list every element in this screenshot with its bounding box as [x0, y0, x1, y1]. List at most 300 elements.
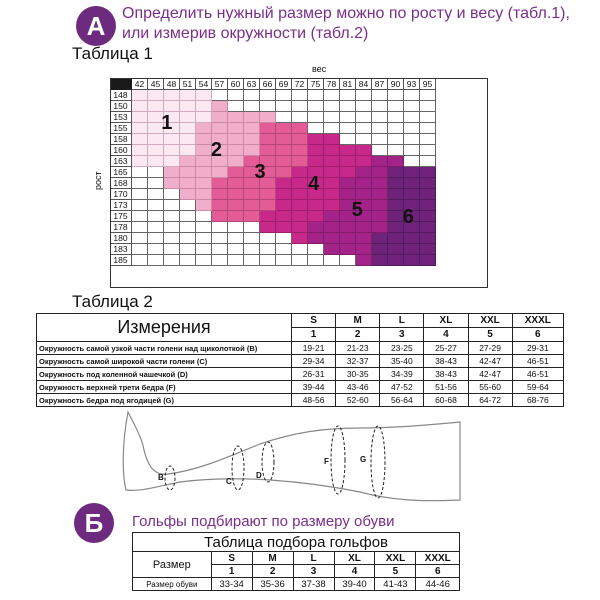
table1-zone-cell: [340, 156, 356, 167]
table1-height-cell: 168: [110, 178, 132, 189]
table1-zone-cell: [212, 123, 228, 134]
table1-zone-cell: [212, 167, 228, 178]
table1-empty-cell: [292, 112, 308, 123]
table1-zone-label: 2: [210, 139, 223, 162]
table1-empty-cell: [308, 101, 324, 112]
table1-zone-cell: [340, 167, 356, 178]
measure-ring-d: [262, 442, 274, 482]
table1-empty-cell: [420, 134, 436, 145]
table1-zone-cell: [292, 233, 308, 244]
table2-value-cell: 59-64: [512, 381, 563, 394]
table1-zone-cell: [228, 145, 244, 156]
table1-empty-cell: [260, 90, 276, 101]
table2-value-cell: 39-44: [292, 381, 336, 394]
section-b-badge-letter: Б: [84, 507, 104, 538]
table1-zone-cell: [404, 233, 420, 244]
table1-zone-cell: [388, 167, 404, 178]
table1-empty-cell: [148, 244, 164, 255]
table2-value-cell: 38-43: [424, 368, 468, 381]
table1-zone-cell: [164, 167, 180, 178]
table1-empty-cell: [420, 145, 436, 156]
table1-zone-cell: [148, 156, 164, 167]
table1-empty-cell: [292, 101, 308, 112]
table1-empty-cell: [308, 123, 324, 134]
table1-empty-cell: [260, 233, 276, 244]
table1-zone-cell: [228, 178, 244, 189]
table1-empty-cell: [292, 244, 308, 255]
table1-empty-cell: [244, 244, 260, 255]
table2-measurements: [36, 313, 564, 407]
table1-zone-cell: [244, 189, 260, 200]
table1-zone-cell: [180, 123, 196, 134]
table1-zone-cell: [340, 145, 356, 156]
table2-header-label: Измерения: [37, 314, 292, 342]
table1-zone-cell: [164, 101, 180, 112]
table1-zone-cell: [196, 167, 212, 178]
table1-empty-cell: [244, 222, 260, 233]
table1-zone-cell: [148, 134, 164, 145]
table3-shoe-label: Размер обуви: [133, 578, 212, 591]
table1-zone-cell: [292, 156, 308, 167]
table3-size-row: [133, 552, 460, 565]
table2-value-cell: 60-68: [424, 394, 468, 407]
table1-empty-cell: [388, 134, 404, 145]
table1-empty-cell: [324, 255, 340, 266]
table1-empty-cell: [404, 112, 420, 123]
table2-value-cell: 34-39: [380, 368, 424, 381]
table1-empty-cell: [260, 101, 276, 112]
table1-zone-cell: [276, 167, 292, 178]
table1-weight-cell: 81: [340, 78, 356, 90]
table2-value-cell: 56-64: [380, 394, 424, 407]
table1-empty-cell: [404, 90, 420, 101]
table1-empty-cell: [180, 233, 196, 244]
table1-weight-cell: 63: [244, 78, 260, 90]
table1-empty-cell: [324, 90, 340, 101]
table1-zone-cell: [276, 123, 292, 134]
table1-zone-cell: [340, 178, 356, 189]
table1-weight-cell: 84: [356, 78, 372, 90]
table1-zone-cell: [276, 211, 292, 222]
table1-empty-cell: [324, 101, 340, 112]
table3-gaiters: [132, 532, 460, 591]
table3-size-header: S: [211, 552, 252, 565]
table1-zone-cell: [180, 101, 196, 112]
table1-zone-cell: [164, 145, 180, 156]
table1-zone-cell: [388, 222, 404, 233]
table1-zone-cell: [132, 156, 148, 167]
table1-empty-cell: [164, 255, 180, 266]
table2-value-cell: 23-25: [380, 342, 424, 355]
table1-zone-cell: [404, 255, 420, 266]
table1-zone-cell: [132, 134, 148, 145]
table1-zone-cell: [356, 145, 372, 156]
table1-zone-cell: [420, 211, 436, 222]
table1-zone-cell: [292, 211, 308, 222]
table1-title: Таблица 1: [72, 44, 153, 63]
table1-weight-cell: 51: [180, 78, 196, 90]
table1-empty-cell: [132, 233, 148, 244]
table2-value-cell: 25-27: [424, 342, 468, 355]
table1-weight-cell: 78: [324, 78, 340, 90]
table1-weight-cell: 69: [276, 78, 292, 90]
table1-zone-cell: [292, 167, 308, 178]
table1-height-label: рост: [93, 171, 103, 190]
table2-value-cell: 29-31: [512, 342, 563, 355]
table1-height-cell: 170: [110, 189, 132, 200]
table1-empty-cell: [244, 90, 260, 101]
table1-empty-cell: [164, 200, 180, 211]
table3-size-number: 6: [416, 565, 460, 578]
table1-empty-cell: [372, 101, 388, 112]
table1-empty-cell: [372, 112, 388, 123]
table1-zone-cell: [164, 90, 180, 101]
table1-height-cell: 160: [110, 145, 132, 156]
table1-zone-cell: [132, 112, 148, 123]
table1-empty-cell: [180, 200, 196, 211]
table1-zone-label: 4: [308, 172, 320, 195]
table1-zone-cell: [324, 244, 340, 255]
table1-empty-cell: [196, 211, 212, 222]
table1-empty-cell: [340, 101, 356, 112]
table2-row-label: Окружность самой узкой части голени над щиколоткой (B): [37, 342, 292, 355]
table1-zone-cell: [324, 156, 340, 167]
table3-size-number: 5: [375, 565, 416, 578]
table1-zone-cell: [196, 123, 212, 134]
table1-empty-cell: [356, 112, 372, 123]
table1-zone-cell: [132, 101, 148, 112]
table1-zone-cell: [196, 200, 212, 211]
table3-size-number: 1: [211, 565, 252, 578]
table1-zone-cell: [260, 222, 276, 233]
table1-empty-cell: [372, 145, 388, 156]
table3-size-header: M: [252, 552, 293, 565]
table1-empty-cell: [132, 189, 148, 200]
table1-empty-cell: [212, 90, 228, 101]
table1-height-cell: 150: [110, 101, 132, 112]
table1-zone-cell: [148, 90, 164, 101]
table1-zone-cell: [244, 112, 260, 123]
table1-zone-cell: [196, 145, 212, 156]
table1-zone-cell: [372, 233, 388, 244]
table1-empty-cell: [356, 123, 372, 134]
table1-zone-cell: [372, 244, 388, 255]
table1-zone-cell: [324, 233, 340, 244]
table1-empty-cell: [276, 90, 292, 101]
table1-height-cell: 153: [110, 112, 132, 123]
leg-label-g: G: [360, 455, 367, 464]
table1-empty-cell: [388, 90, 404, 101]
table1-empty-cell: [228, 233, 244, 244]
table1-zone-cell: [324, 200, 340, 211]
table2-size-number: 2: [336, 328, 380, 342]
table2-value-cell: 42-47: [468, 368, 512, 381]
table1-zone-cell: [420, 233, 436, 244]
table1-height-cell: 185: [110, 255, 132, 266]
table1-zone-cell: [180, 145, 196, 156]
table1-height-cell: 148: [110, 90, 132, 101]
table1-zone-cell: [164, 178, 180, 189]
table1-zone-cell: [308, 200, 324, 211]
table1-weight-cell: 75: [308, 78, 324, 90]
table1-height-cell: 180: [110, 233, 132, 244]
table1-zone-cell: [180, 178, 196, 189]
table2-size-header: XL: [424, 314, 468, 328]
table1-zone-cell: [196, 156, 212, 167]
table1-weight-cell: 57: [212, 78, 228, 90]
table1-zone-cell: [180, 90, 196, 101]
table2-value-cell: 29-34: [292, 355, 336, 368]
measure-ring-b: [165, 466, 175, 490]
table1-weight-cell: 90: [388, 78, 404, 90]
table1-empty-cell: [372, 134, 388, 145]
table1-zone-cell: [228, 156, 244, 167]
table1-weight-cell: 48: [164, 78, 180, 90]
table1-zone-cell: [180, 167, 196, 178]
section-a-badge: [76, 6, 116, 46]
table1-empty-cell: [148, 189, 164, 200]
table1-height-cell: 155: [110, 123, 132, 134]
table1-zone-cell: [260, 200, 276, 211]
section-a-badge-letter: A: [86, 10, 106, 41]
table1-zone-cell: [340, 244, 356, 255]
table1-empty-cell: [404, 101, 420, 112]
table1-zone-cell: [388, 244, 404, 255]
table1-empty-cell: [404, 134, 420, 145]
table1-empty-cell: [132, 200, 148, 211]
table2-value-cell: 55-60: [468, 381, 512, 394]
table3-size-number: 4: [334, 565, 375, 578]
table1-zone-cell: [372, 189, 388, 200]
table1-zone-cell: [356, 167, 372, 178]
table1-zone-cell: [276, 200, 292, 211]
table1-empty-cell: [148, 233, 164, 244]
table3-size-header: L: [293, 552, 334, 565]
table1-zone-cell: [228, 211, 244, 222]
table1-zone-cell: [244, 134, 260, 145]
table1-height-cell: 158: [110, 134, 132, 145]
table2-value-cell: 52-60: [336, 394, 380, 407]
table1-zone-label: 6: [402, 206, 414, 229]
table1-empty-cell: [180, 211, 196, 222]
table1-height-cell: 173: [110, 200, 132, 211]
table3-shoe-cell: 35-36: [252, 578, 293, 591]
table1-empty-cell: [180, 244, 196, 255]
table1-height-cell: 175: [110, 211, 132, 222]
table2-row: [37, 342, 564, 355]
table1-empty-cell: [164, 233, 180, 244]
table1-empty-cell: [212, 255, 228, 266]
table1-zone-cell: [308, 134, 324, 145]
table1-empty-cell: [388, 112, 404, 123]
table1-zone-cell: [308, 233, 324, 244]
table2-size-number: 6: [512, 328, 563, 342]
table3-shoe-cell: 39-40: [334, 578, 375, 591]
table1-empty-cell: [308, 244, 324, 255]
table1-weight-cell: 54: [196, 78, 212, 90]
table1-zone-cell: [420, 255, 436, 266]
table1-zone-cell: [404, 244, 420, 255]
table1-zone-cell: [340, 222, 356, 233]
table1-empty-cell: [164, 189, 180, 200]
table3-size-header: XXL: [375, 552, 416, 565]
table1-height-cell: 183: [110, 244, 132, 255]
table1-weight-cell: 42: [132, 78, 148, 90]
table1-empty-cell: [356, 101, 372, 112]
table3-shoe-cell: 44-46: [416, 578, 460, 591]
table1-zone-cell: [372, 178, 388, 189]
table2-size-header: XXL: [468, 314, 512, 328]
table1-zone-cell: [420, 178, 436, 189]
table3-size-header: XXXL: [416, 552, 460, 565]
table1-weight-cell: 95: [420, 78, 436, 90]
table1-zone-cell: [228, 200, 244, 211]
table1-empty-cell: [180, 255, 196, 266]
table1-empty-cell: [244, 255, 260, 266]
table1-zone-cell: [388, 255, 404, 266]
table1-zone-cell: [260, 123, 276, 134]
table1-empty-cell: [132, 255, 148, 266]
table1-zone-cell: [372, 222, 388, 233]
table1-zone-cell: [372, 156, 388, 167]
table1-empty-cell: [228, 101, 244, 112]
table1-zone-cell: [308, 211, 324, 222]
table1-zone-cell: [212, 178, 228, 189]
table1-empty-cell: [148, 200, 164, 211]
table1-empty-cell: [244, 233, 260, 244]
table1-empty-cell: [420, 101, 436, 112]
leg-label-d: D: [256, 471, 262, 480]
table1-empty-cell: [292, 90, 308, 101]
table1-empty-cell: [356, 90, 372, 101]
table1-empty-cell: [212, 222, 228, 233]
table1-zone-cell: [404, 167, 420, 178]
table1-empty-cell: [276, 112, 292, 123]
table1-zone-cell: [292, 134, 308, 145]
table1-empty-cell: [260, 244, 276, 255]
table1-zone-cell: [292, 200, 308, 211]
table1-zone-cell: [420, 222, 436, 233]
table1-weight-label: вес: [312, 64, 327, 74]
table2-value-cell: 47-52: [380, 381, 424, 394]
table1-zone-cell: [324, 222, 340, 233]
table2-value-cell: 46-51: [512, 355, 563, 368]
table2-value-cell: 48-56: [292, 394, 336, 407]
leg-label-f: F: [324, 457, 329, 466]
table2-value-cell: 46-51: [512, 368, 563, 381]
table1-zone-cell: [324, 167, 340, 178]
table1-zone-cell: [292, 189, 308, 200]
table1-zone-cell: [388, 156, 404, 167]
table1-zone-cell: [372, 200, 388, 211]
table1-zone-cell: [132, 145, 148, 156]
table2-value-cell: 35-40: [380, 355, 424, 368]
table1-zone-cell: [196, 189, 212, 200]
table3-size-label: Размер: [133, 552, 212, 578]
table1-empty-cell: [276, 244, 292, 255]
table2-row-label: Окружность под коленной чашечкой (D): [37, 368, 292, 381]
leg-measure-lines: [165, 426, 385, 498]
table1-empty-cell: [148, 255, 164, 266]
table1-zone-cell: [228, 167, 244, 178]
table3-shoe-cell: 33-34: [211, 578, 252, 591]
table1-empty-cell: [148, 222, 164, 233]
table1-empty-cell: [148, 178, 164, 189]
table2-size-header: S: [292, 314, 336, 328]
table1-empty-cell: [276, 101, 292, 112]
table2-value-cell: 42-47: [468, 355, 512, 368]
section-a-intro: Определить нужный размер можно по росту и весу (табл.1), или измерив окружности (табл.2): [122, 5, 570, 42]
table1-height-cell: 165: [110, 167, 132, 178]
table1-zone-cell: [324, 145, 340, 156]
measure-ring-g: [371, 426, 385, 498]
leg-label-b: B: [158, 473, 164, 482]
table1-empty-cell: [212, 233, 228, 244]
table1-empty-cell: [228, 90, 244, 101]
table1-zone-label: 5: [351, 199, 363, 222]
table1-zone-cell: [308, 222, 324, 233]
table1-zone-cell: [212, 112, 228, 123]
table1-zone-cell: [276, 189, 292, 200]
table1-zone-cell: [276, 134, 292, 145]
table1-empty-cell: [340, 123, 356, 134]
table1-zone-cell: [356, 222, 372, 233]
table1-empty-cell: [132, 222, 148, 233]
table1-empty-cell: [132, 244, 148, 255]
table1-zone-cell: [148, 145, 164, 156]
table1-empty-cell: [372, 123, 388, 134]
table1-zone-cell: [228, 123, 244, 134]
table1-zone-cell: [388, 200, 404, 211]
table3-size-number: 3: [293, 565, 334, 578]
table1-zone-cell: [420, 244, 436, 255]
table1-empty-cell: [356, 134, 372, 145]
table1-empty-cell: [212, 244, 228, 255]
table1-empty-cell: [324, 123, 340, 134]
table2-row-label: Окружность бедра под ягодицей (G): [37, 394, 292, 407]
table1-empty-cell: [228, 255, 244, 266]
table1-empty-cell: [196, 222, 212, 233]
table1-empty-cell: [164, 244, 180, 255]
table1-empty-cell: [308, 255, 324, 266]
table2-value-cell: 64-72: [468, 394, 512, 407]
table1-empty-cell: [340, 90, 356, 101]
table1-empty-cell: [388, 101, 404, 112]
leg-outline: [123, 412, 460, 501]
table1-zone-label: 1: [161, 111, 173, 134]
table2-size-number: 3: [380, 328, 424, 342]
table1-zone-cell: [228, 189, 244, 200]
table2-size-number: 4: [424, 328, 468, 342]
table2-value-cell: 43-46: [336, 381, 380, 394]
table1-zone-cell: [276, 222, 292, 233]
table1-empty-cell: [292, 255, 308, 266]
table1-empty-cell: [196, 233, 212, 244]
table1-empty-cell: [132, 178, 148, 189]
table1-zone-cell: [196, 90, 212, 101]
table1-zone-cell: [388, 233, 404, 244]
table1-empty-cell: [148, 167, 164, 178]
table1-zone-cell: [404, 189, 420, 200]
table1-zone-cell: [244, 211, 260, 222]
table1-empty-cell: [340, 112, 356, 123]
table1-zone-cell: [372, 167, 388, 178]
table1-empty-cell: [420, 123, 436, 134]
table2-value-cell: 68-76: [512, 394, 563, 407]
table1-zone-cell: [340, 233, 356, 244]
table1-zone-cell: [260, 211, 276, 222]
leg-diagram: [120, 404, 480, 504]
